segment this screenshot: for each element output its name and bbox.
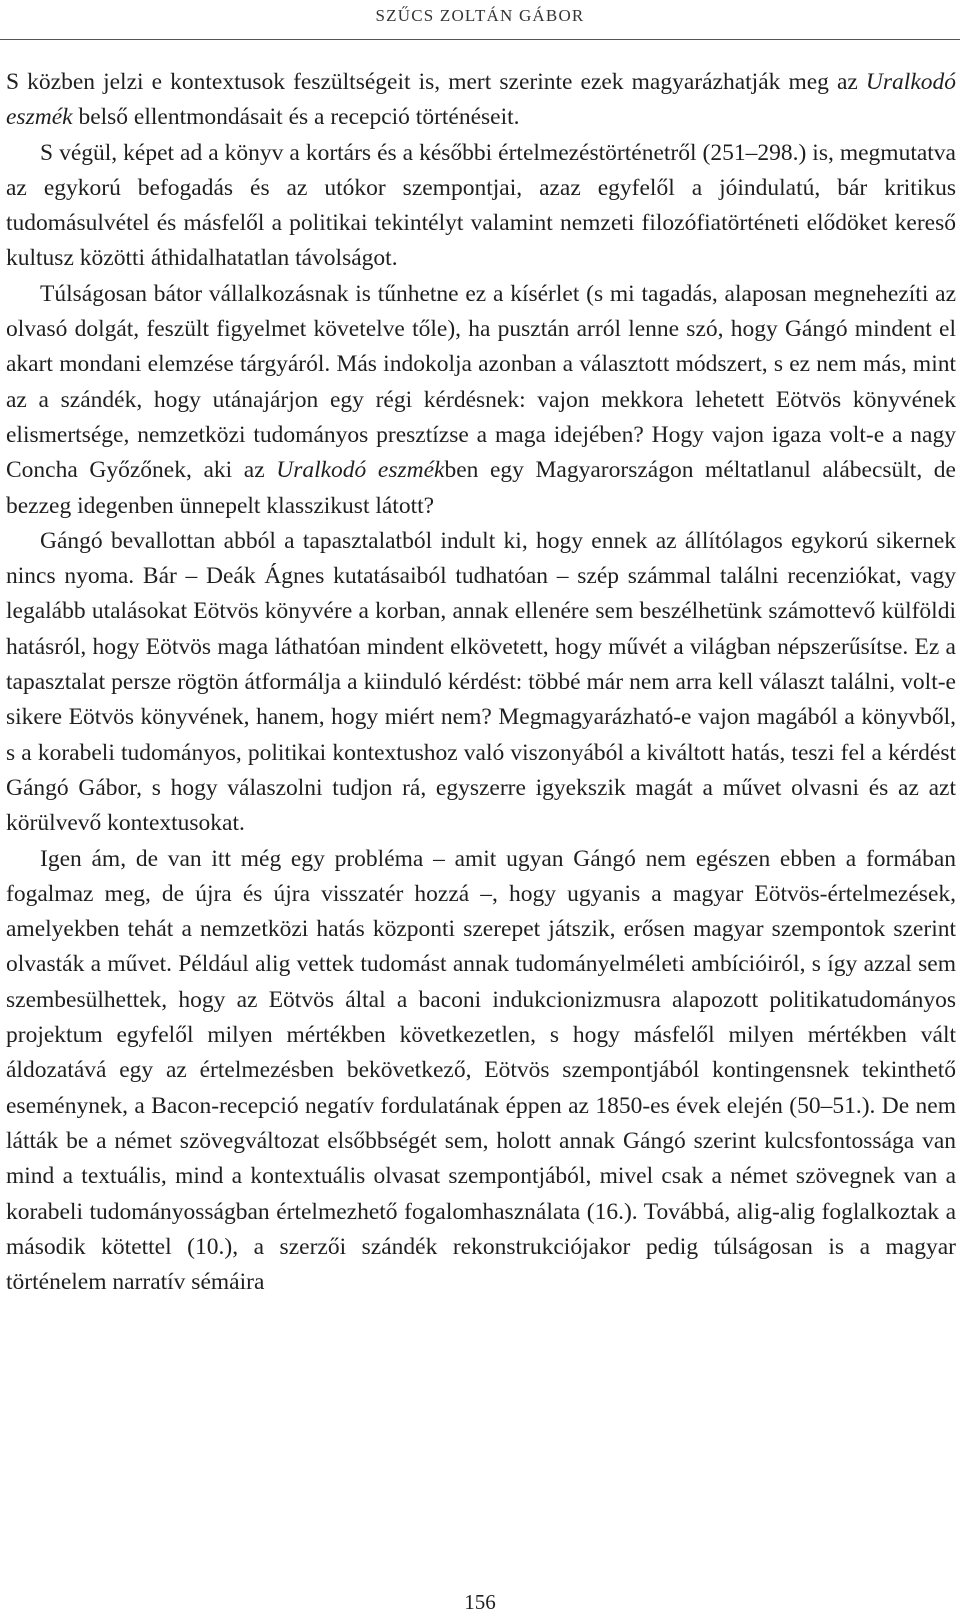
text-run: S közben jelzi e kontextusok feszültségeit is, mert szerinte ezek magyarázhatják meg az bbox=[6, 69, 866, 95]
text-run: Igen ám, de van itt még egy probléma – amit ugyan Gángó nem egészen ebben a formában fogalmaz meg, de újra és újra visszatér hozzá –, hogy ugyanis a magyar Eötvös-értelmezések, amelyekben tehát a nemzetközi hatás központi szerepet játszik, erősen magyar szempontok szerint olvasták a művet. Például alig vettek tudomást annak tudományelméleti ambícióiról, s így azzal sem szembesülhettek, hogy az Eötvös által a baconi indukcionizmusra alapozott politikatudományos projektum egyfelől milyen mértékben következetlen, s hogy másfelől milyen mértékben vált áldozatává egy az értelmezésben bekövetkező, Eötvös szempontjából kontingensnek tekinthető eseménynek, a Bacon-recepció negatív fordulatának éppen az 1850-es évek elején (50–51.). De nem látták be a német szövegváltozat elsőbbségét sem, holott annak Gángó szerint kulcsfontossága van mind a textuális, mind a kontextuális olvasat szempontjából, mivel csak a német szövegnek van a korabeli tudományosságban értelmezhető fogalomhasználata (16.). Továbbá, alig-alig foglalkoztak a második kötettel (10.), a szerzői szándék rekonstrukciójakor pedig túlságosan is a magyar történelem narratív sémáira bbox=[6, 845, 956, 1296]
italic-title: Uralkodó eszmék bbox=[6, 69, 956, 131]
paragraph-4 bbox=[6, 524, 956, 842]
text-run: Gángó bevallottan abból a tapasztalatból indult ki, hogy ennek az állítólagos egykorú sikernek nincs nyoma. Bár – Deák Ágnes kutatásaiból tudhatóan – szép számmal találni recenziókat, vagy legalább utalásokat Eötvös könyvére a korban, annak ellenére sem beszélhetünk számottevő külföldi hatásról, hogy Eötvös maga láthatóan mindent elkövetett, hogy művét a világban népszerűsítse. Ez a tapasztalat persze rögtön átformálja a kiinduló kérdést: többé már nem arra kell választ találni, volt-e sikere Eötvös könyvének, hanem, hogy miért nem? Megmagyarázható-e vajon magából a könyvből, s a korabeli tudományos, politikai kontextushoz való viszonyából a kiváltott hatás, teszi fel a kérdést Gángó Gábor, s hogy válaszolni tudjon rá, egyszerre igyekszik magát a művet olvasni és az azt körülvevő kontextusokat. bbox=[6, 527, 956, 837]
italic-title: Uralkodó eszmék bbox=[276, 457, 445, 484]
text-run: ben egy Magyarországon méltatlanul alábecsült, de bezzeg idegenben ünnepelt klasszikust látott? bbox=[6, 457, 956, 519]
paragraph-3 bbox=[6, 277, 956, 524]
paragraph-1 bbox=[6, 65, 956, 136]
header-rule bbox=[0, 39, 960, 40]
body-text bbox=[6, 65, 956, 1300]
text-run: belső ellentmondásait és a recepció történéseit. bbox=[72, 104, 520, 131]
paragraph-5 bbox=[6, 842, 956, 1301]
text-run: Túlságosan bátor vállalkozásnak is tűnhetne ez a kísérlet (s mi tagadás, alaposan megnehezíti az olvasó dolgát, feszült figyelmet követelve tőle), ha pusztán arról lenne szó, hogy Gángó mindent el akart mondani elemzése tárgyáról. Más indokolja azonban a választott módszert, s ez nem más, mint az a szándék, hogy utánajárjon egy régi kérdésnek: vajon mekkora lehetett Eötvös könyvének elismertsége, nemzetközi tudományos presztízse a maga idejében? Hogy vajon igaza volt-e a nagy Concha Győzőnek, aki az bbox=[6, 280, 956, 484]
paragraph-2 bbox=[6, 136, 956, 277]
text-run: S végül, képet ad a könyv a kortárs és a későbbi értelmezéstörténetről (251–298.) is, megmutatva az egykorú befogadás és az utókor szempontjai, azaz egyfelől a jóindulatú, bár kritikus tudomásulvétel és másfelől a politikai tekintélyt valamint nemzeti filozófiatörténeti elődöket kereső kultusz közötti áthidalhatatlan távolságot. bbox=[6, 139, 956, 272]
page-number: 156 bbox=[464, 1590, 496, 1614]
running-head: SZŰCS ZOLTÁN GÁBOR bbox=[375, 6, 585, 25]
